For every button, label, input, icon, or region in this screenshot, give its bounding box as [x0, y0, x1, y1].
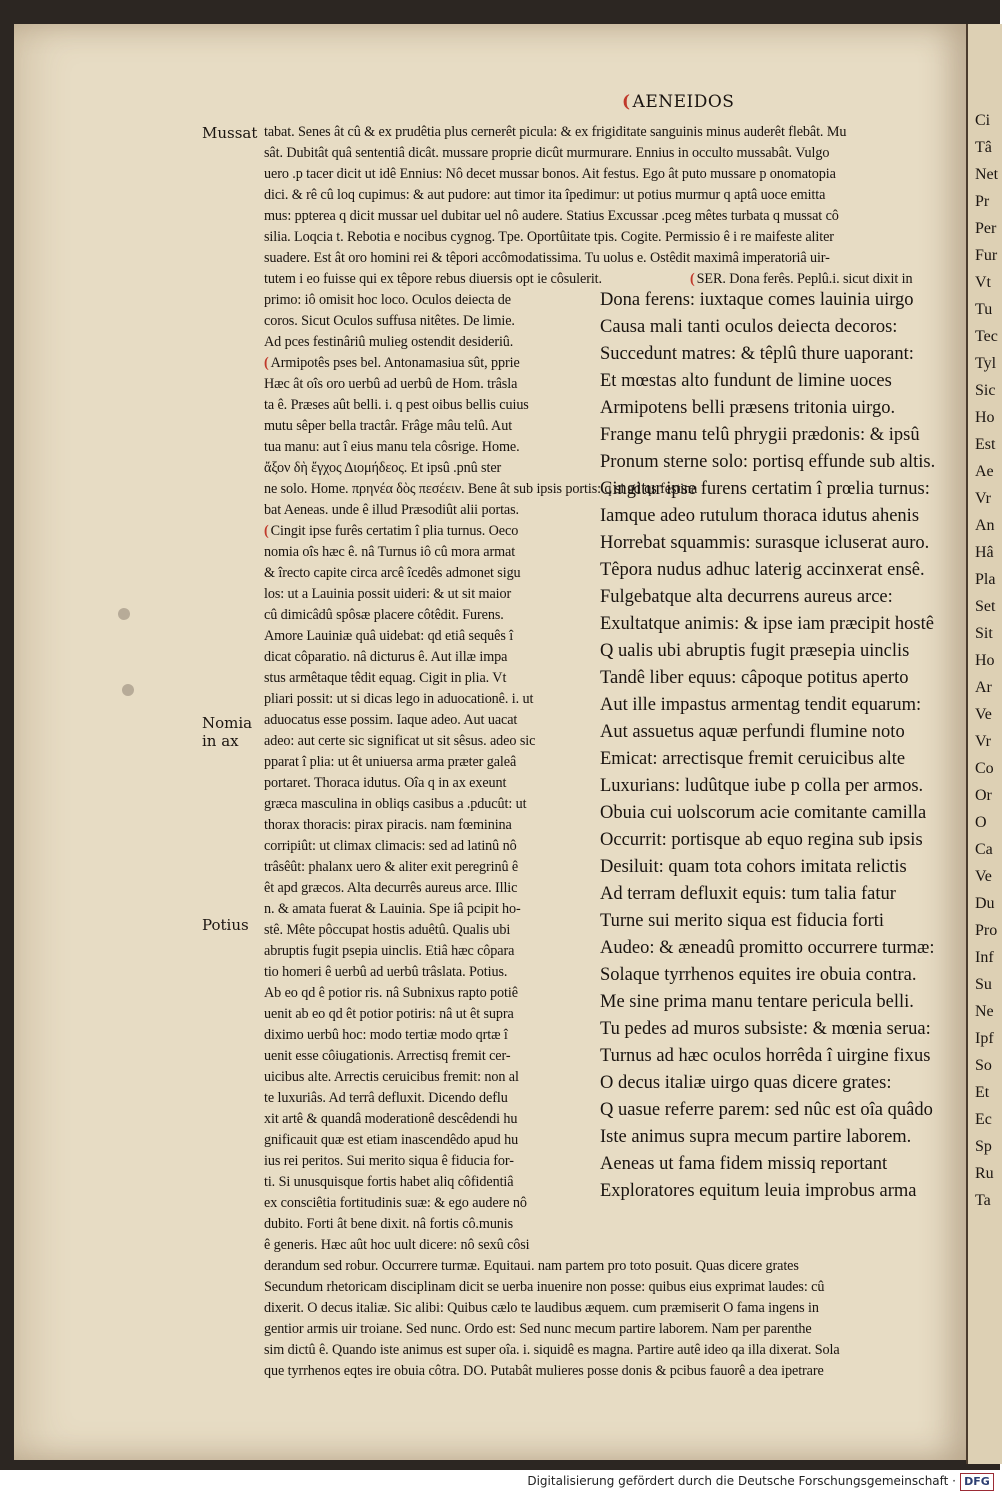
commentary-line: adeo: aut certe sic significat ut sit sêsus. adeo sic [264, 733, 536, 749]
verse-line: Q ualis ubi abruptis fugit præsepia uinclis [600, 641, 910, 661]
facing-page-fragment: Vt [975, 274, 991, 291]
commentary-line [264, 523, 594, 540]
commentary-line: Ad pces festinâriû mulieg ostendit desideriû. [264, 334, 514, 350]
verse-line: Aut ille impastus armentag tendit equarum: [600, 695, 922, 715]
verse-line: Emicat: arrectisque fremit ceruicibus alte [600, 749, 906, 769]
facing-page-fragment: Tu [975, 301, 993, 318]
verse-line: Aeneas ut fama fidem missiq reportant [600, 1154, 888, 1174]
facing-page-fragment: Ho [975, 652, 995, 669]
verse-line: Me sine prima manu tentare pericula belli. [600, 992, 914, 1012]
margin-note: Mussat [202, 124, 258, 142]
verse-line: Pronum sterne solo: portisq effunde sub altis. [600, 452, 936, 472]
commentary-line: abruptis fugit psepia uinclis. Etiâ hæc côpara [264, 943, 515, 959]
commentary-line: êt apd græcos. Alta decurrês aureus arce. Illic [264, 880, 518, 896]
facing-page-fragment: O [975, 814, 987, 831]
commentary-text: Armipotês pses bel. Antonamasiua sût, pprie [270, 355, 520, 371]
commentary-line: tabat. Senes ât cû & ex prudêtia plus cernerêt picula: & ex frigiditate sanguinis minus auderêt flebât. Mu [264, 124, 847, 140]
commentary-line: stê. Mête pôccupat hostis aduêtû. Qualis ubi [264, 922, 511, 938]
commentary-line: uenit ab eo qd êt potior potiris: nâ ut êt supra [264, 1006, 514, 1022]
commentary-line: silia. Loqcia t. Rebotia e nocibus cygnog. Tpe. Oportûitate tpis. Cogite. Permissio ê i re maifeste aliter [264, 229, 834, 245]
commentary-line: aduocatus esse possim. Iaque adeo. Aut uacat [264, 712, 518, 728]
facing-page-fragment: Hâ [975, 544, 994, 561]
red-paragraph-mark: ( [264, 355, 269, 371]
facing-page-fragment: Fur [975, 247, 998, 264]
facing-page-fragment: Ca [975, 841, 993, 858]
commentary-line: n. & amata fuerat & Lauinia. Spe iâ pcipit ho- [264, 901, 521, 917]
commentary-line: uero .p tacer dicit ut idê Ennius: Nô decet mussar bonos. Ait festus. Ego ât puto mussare p onomatopia [264, 166, 836, 182]
commentary-line: pliari possit: ut si dicas lego in aduocationê. i. ut [264, 691, 534, 707]
commentary-line: gentior armis uir troiane. Sed nunc. Ordo est: Sed nunc mecum partire laborem. Nam per parenthe [264, 1321, 812, 1337]
commentary-line: mus: ppterea q dicit mussar uel dubitar uel nô audere. Statius Excussar .pceg mêtes turbata q mussat cô [264, 208, 839, 224]
commentary-line: tutem i eo fuisse qui ex têpore rebus diuersis opt ie côsulerit. [264, 271, 602, 287]
verse-line: Succedunt matres: & têplû thure uaporant: [600, 344, 914, 364]
commentary-line: xit artê & quandâ moderationê descêdendi hu [264, 1111, 518, 1127]
dfg-logo: DFG [960, 1473, 994, 1491]
verse-line: Fulgebatque alta decurrens aureus arce: [600, 587, 893, 607]
commentary-line: tio homeri ê uerbû ad uerbû trâslata. Potius. [264, 964, 508, 980]
verse-line: Dona ferens: iuxtaque comes lauinia uirgo [600, 290, 914, 310]
verse-line: Ad terram defluxit equis: tum talia fatur [600, 884, 896, 904]
commentary-line: pparat î plia: ut êt uniuersa arma præter galeâ [264, 754, 517, 770]
commentary-line: diximo uerbû hoc: modo tertiæ modo qrtæ î [264, 1027, 508, 1043]
page-hole [122, 684, 134, 696]
verse-line: Tu pedes ad muros subsiste: & mœnia serua: [600, 1019, 931, 1039]
facing-page-fragment: Inf [975, 949, 994, 966]
verse-line: Iste animus supra mecum partire laborem. [600, 1127, 912, 1147]
commentary-line: bat Aeneas. unde ê illud Præsodiût alii portas. [264, 502, 519, 518]
facing-page-fragment: Ve [975, 868, 992, 885]
commentary-line: ἄξον δὴ ἔγχος Διομήδεος. Et ipsû .pnû ster [264, 460, 502, 476]
verse-line: Q uasue referre parem: sed nûc est oîa quâdo [600, 1100, 933, 1120]
verse-line: Obuia cui uolscorum acie comitante camilla [600, 803, 927, 823]
facing-page-fragment: Pr [975, 193, 990, 210]
commentary-line: derandum sed robur. Occurrere turmæ. Equitaui. nam partem pro toto posuit. Quas dicere grates [264, 1258, 799, 1274]
red-paragraph-mark: ( [690, 271, 695, 287]
commentary-line: dixerit. O decus italiæ. Sic alibi: Quibus cælo te laudibus æquem. cum præmiserit O fama ingens in [264, 1300, 819, 1316]
running-head-text: AENEIDOS [632, 92, 735, 112]
facing-page-fragment: Vr [975, 733, 991, 750]
verse-line: Desiluit: quam tota cohors imitata relictis [600, 857, 907, 877]
commentary-line: uicibus alte. Arrectis ceruicibus fremit: non al [264, 1069, 519, 1085]
facing-page-fragment: Set [975, 598, 996, 615]
commentary-line: Hæc ât oîs oro uerbû ad uerbû de Hom. trâsla [264, 376, 518, 392]
facing-page-fragment: Or [975, 787, 992, 804]
verse-line: Armipotens belli præsens tritonia uirgo. [600, 398, 896, 418]
commentary-line: dicat côparatio. nâ dicturus ê. Aut illæ impa [264, 649, 508, 665]
running-head [622, 92, 734, 112]
facing-page-fragment: Sp [975, 1138, 992, 1155]
facing-page-fragment: Ta [975, 1192, 991, 1209]
facing-page-fragment: Ho [975, 409, 995, 426]
commentary-line: stus armêtaque têdit equag. Cigit in plia. Vt [264, 670, 507, 686]
commentary-line: græca masculina in obliqs casibus a .pducût: ut [264, 796, 527, 812]
verse-line: Cingitur ipse furens certatim î prœlia turnus: [600, 479, 930, 499]
verse-line: Frange manu telû phrygii prædonis: & ipsû [600, 425, 920, 445]
verse-line: Occurrit: portisque ab equo regina sub ipsis [600, 830, 923, 850]
facing-page-fragment: Sit [975, 625, 993, 642]
commentary-line: que tyrrhenos eqtes ire obuia côtra. DO. Putabât mulieres posse donis & pcibus fauorê a dea ipetrare [264, 1363, 824, 1379]
commentary-line: te luxuriâs. Ad terrâ defluxit. Dicendo deflu [264, 1090, 508, 1106]
commentary-line: suadere. Est ât oro homini rei & têpori accômodatissima. Tu uolus e. Ostêdit maximâ imperatoriâ uir- [264, 250, 830, 266]
facing-page-fragment: Pro [975, 922, 998, 939]
commentary-line: uenit esse côiugationis. Arrectisq fremit cer- [264, 1048, 511, 1064]
verse-line: Solaque tyrrhenos equites ire obuia contra. [600, 965, 917, 985]
margin-note: Potius [202, 916, 249, 934]
ser-note-text: SER. Dona ferês. Peplû.i. sicut dixit in [696, 271, 913, 287]
commentary-line: ta ê. Præses aût belli. i. q pest oibus bellis cuius [264, 397, 529, 413]
facing-page-fragment: Du [975, 895, 995, 912]
commentary-line: ti. Si unusquisque fortis habet aliq côfidentiâ [264, 1174, 514, 1190]
verse-line: Turne sui merito siqua est fiducia forti [600, 911, 884, 931]
page-hole [118, 608, 130, 620]
commentary-line: los: ut a Lauinia possit uideri: & ut sit maior [264, 586, 512, 602]
commentary-line: nomia oîs hæc ê. nâ Turnus iô cû mora armat [264, 544, 516, 560]
verse-line: O decus italiæ uirgo quas dicere grates: [600, 1073, 892, 1093]
verse-line: Et mœstas alto fundunt de limine uoces [600, 371, 892, 391]
facing-page-fragment: Vr [975, 490, 991, 507]
facing-page-fragment: Est [975, 436, 996, 453]
facing-page-fragment: Tec [975, 328, 998, 345]
facing-page-fragment: So [975, 1057, 992, 1074]
facing-page-fragment: Per [975, 220, 997, 237]
commentary-line: Ab eo qd ê potior ris. nâ Subnixus rapto potiê [264, 985, 518, 1001]
commentary-text: Cingit ipse furês certatim î plia turnus. Oeco [270, 523, 519, 539]
commentary-line: ius rei peritos. Sui merito siqua ê fiducia for- [264, 1153, 514, 1169]
facing-page-fragment: Tyl [975, 355, 997, 372]
facing-page-fragment: Et [975, 1084, 990, 1101]
commentary-line: sim dictû ê. Quando iste animus est super oîa. i. siquidê es magna. Partire autê ideo qa illa dixerat. Sola [264, 1342, 840, 1358]
verse-line: Turnus ad hæc oculos horrêda î uirgine fixus [600, 1046, 931, 1066]
verse-line: Exultatque animis: & ipse iam præcipit hostê [600, 614, 934, 634]
facing-page-fragment: Ve [975, 706, 992, 723]
facing-page-fragment: Net [975, 166, 999, 183]
facing-page-fragment: An [975, 517, 995, 534]
commentary-line: primo: iô omisit hoc loco. Oculos deiecta de [264, 292, 511, 308]
facing-page-fragment: Pla [975, 571, 996, 588]
facing-page-fragment: Ne [975, 1003, 994, 1020]
verse-line: Causa mali tanti oculos deiecta decoros: [600, 317, 898, 337]
commentary-line: coros. Sicut Oculos suffusa nitêtes. De limie. [264, 313, 515, 329]
facing-page-fragment: Tâ [975, 139, 992, 156]
commentary-line: tua manu: aut î eius manu tela côsrige. Home. [264, 439, 520, 455]
commentary-line: sât. Dubitât quâ sententiâ dicât. mussare proprie dicût murmurare. Ennius in occulto mussabât. Vulgo [264, 145, 830, 161]
facing-page-fragment: Co [975, 760, 994, 777]
facing-page-fragment: Sic [975, 382, 996, 399]
commentary-line: dubito. Forti ât bene dixit. nâ fortis cô.munis [264, 1216, 514, 1232]
commentary-line: gnificauit quæ est etiam inascendêdo apud hu [264, 1132, 519, 1148]
commentary-line: mutu sêper bella tractâr. Frâge mâu telû. Aut [264, 418, 513, 434]
verse-line: Têpora nudus adhuc laterig accinxerat ensê. [600, 560, 925, 580]
digitization-credit: Digitalisierung gefördert durch die Deutsche Forschungsgemeinschaft · [527, 1474, 956, 1488]
commentary-line: Secundum rhetoricam disciplinam dicit se uerba inuenire non posse: quibus eius exprimat laudes: cû [264, 1279, 825, 1295]
margin-note: Nomia in ax [202, 714, 253, 750]
ser-note [690, 271, 976, 288]
commentary-line: dici. & rê cû loq cupimus: & aut pudore: aut timor ita îpedimur: ut potius murmur q aptâ uoce emitta [264, 187, 826, 203]
facing-page-fragment: Ci [975, 112, 991, 129]
facing-page-fragment: Ipf [975, 1030, 994, 1047]
commentary-line: corripiût: ut climax climacis: sed ad latinû nô [264, 838, 517, 854]
verse-line: Exploratores equitum leuia improbus arma [600, 1181, 917, 1201]
red-paragraph-mark: ( [264, 523, 269, 539]
commentary-line: thorax thoracis: pirax piracis. nam fœminina [264, 817, 512, 833]
verse-line: Aut assuetus aquæ perfundi flumine noto [600, 722, 905, 742]
commentary-line: trâsêût: phalanx uero & aliter exit peregrinû ê [264, 859, 519, 875]
commentary-line [264, 355, 594, 372]
facing-page-fragment: Ru [975, 1165, 994, 1182]
commentary-line: portaret. Thoraca idutus. Oîa q in ax exeunt [264, 775, 507, 791]
commentary-line: ex consciêtia fortitudinis suæ: & ego audere nô [264, 1195, 527, 1211]
footer-bar [0, 1470, 1000, 1495]
verse-line: Luxurians: ludûtque iube p colla per armos. [600, 776, 924, 796]
commentary-line: cû dimicâdû spôsæ placere côtêdit. Furens. [264, 607, 504, 623]
verse-line: Iamque adeo rutulum thoraca idutus ahenis [600, 506, 920, 526]
facing-page-fragment: Su [975, 976, 992, 993]
red-paragraph-mark: ( [622, 92, 631, 112]
facing-page-fragment: Ae [975, 463, 994, 480]
verse-line: Tandê liber equus: câpoque potitus aperto [600, 668, 909, 688]
verse-line: Horrebat squammis: surasque icluserat auro. [600, 533, 930, 553]
facing-page-fragment: Ar [975, 679, 992, 696]
commentary-line: Amore Lauiniæ quâ uidebat: qd etiâ sequês î [264, 628, 514, 644]
verse-line: Audeo: & æneadû promitto occurrere turmæ: [600, 938, 935, 958]
commentary-line: ne solo. Home. πρηνέα δὸς πεσέειν. Bene ât sub ipsis portis: q si ad qs festina [264, 481, 698, 497]
commentary-line: & îrecto capite circa arcê îcedês admonet sigu [264, 565, 521, 581]
commentary-line: ê generis. Hæc aût hoc uult dicere: nô sexû côsi [264, 1237, 530, 1253]
facing-page-fragment: Ec [975, 1111, 992, 1128]
